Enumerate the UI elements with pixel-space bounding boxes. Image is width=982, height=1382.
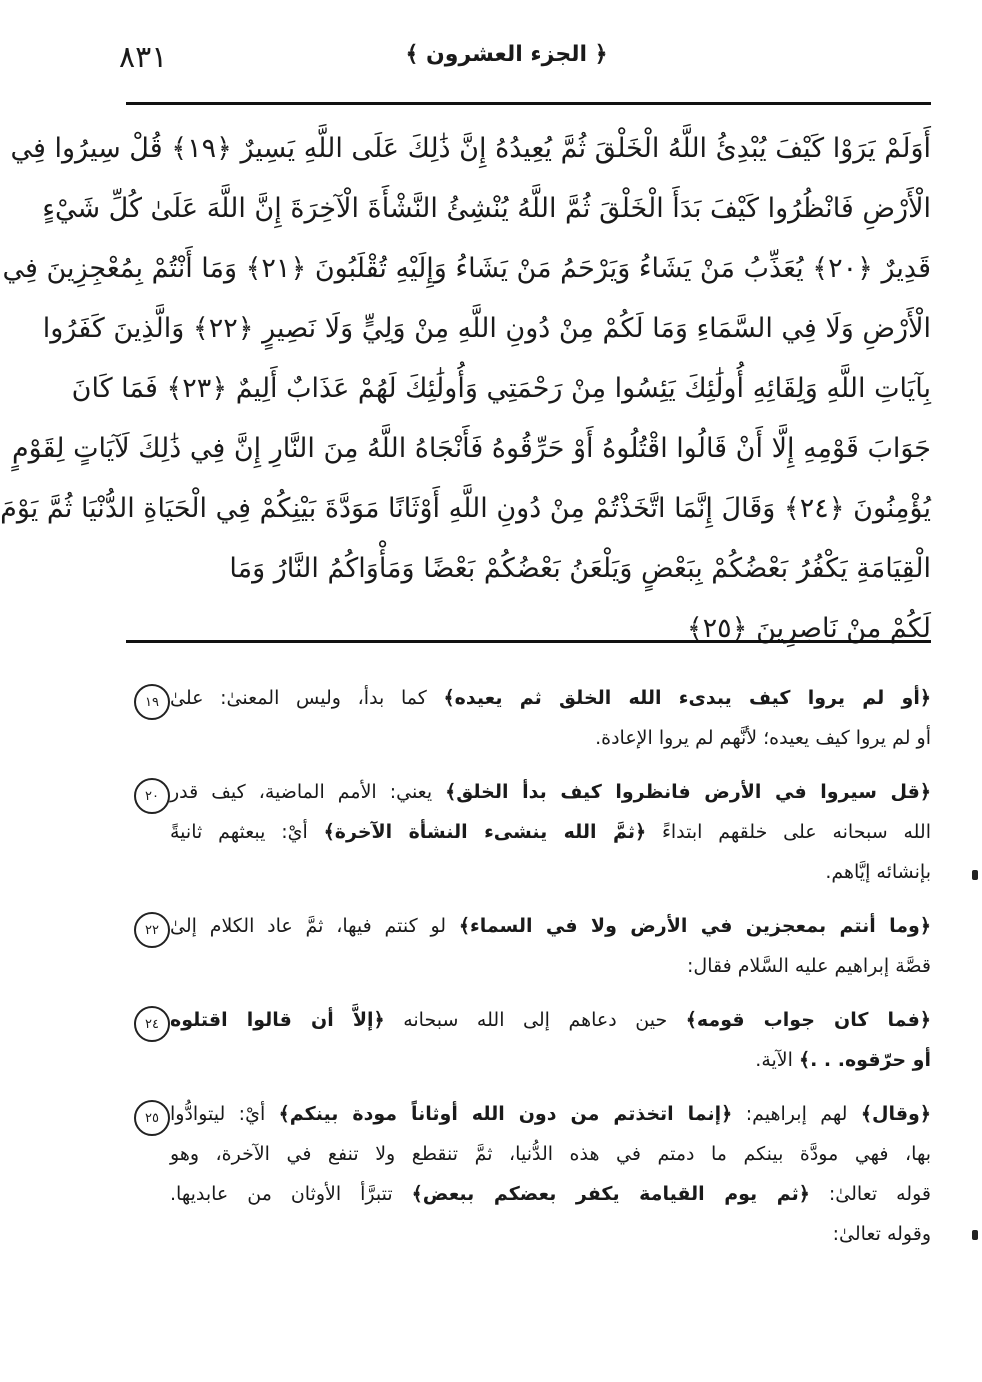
quran-text — [0, 118, 931, 658]
scan-edge-mark — [972, 870, 978, 880]
note-line: أو لم يروا كيف يعيده؛ لأنَّهم لم يروا الإعادة. — [595, 727, 931, 749]
quran-line: الْأَرْضِ وَلَا فِي السَّمَاءِ وَمَا لَكُمْ مِنْ دُونِ اللَّهِ مِنْ وَلِيٍّ وَلَا نَصِيرٍ ﴿٢٢﴾ وَالَّذِينَ كَفَرُوا — [42, 312, 931, 344]
note-line: وقوله تعالىٰ: — [832, 1223, 931, 1245]
tafsir-note — [126, 772, 931, 892]
ayah-number-badge: ٢٤ — [134, 1006, 170, 1042]
section-rule — [126, 640, 931, 643]
note-line: قوله تعالىٰ: ﴿ثم يوم القيامة يكفر بعضكم ببعض﴾ تتبرَّأ الأوثان من عابديها. — [170, 1183, 931, 1205]
note-line: ﴿قل سيروا في الأرض فانظروا كيف بدأ الخلق﴾ يعني: الأمم الماضية، كيف قدر — [170, 781, 932, 803]
ayah-number-badge: ٢٥ — [134, 1100, 170, 1136]
ayah-number-badge: ٢٠ — [134, 778, 170, 814]
note-line: الله سبحانه على خلقهم ابتداءً ﴿ثمَّ الله ينشىء النشأة الآخرة﴾ أيْ: يبعثهم ثانيةً — [170, 821, 932, 843]
quran-line: جَوَابَ قَوْمِهِ إِلَّا أَنْ قَالُوا اقْتُلُوهُ أَوْ حَرِّقُوهُ فَأَنْجَاهُ اللَّهُ مِنَ النَّارِ إِنَّ فِي ذَٰلِكَ لَآيَاتٍ لِقَوْمٍ — [11, 432, 931, 464]
quran-line: الْأَرْضِ فَانْظُرُوا كَيْفَ بَدَأَ الْخَلْقَ ثُمَّ اللَّهُ يُنْشِئُ النَّشْأَةَ الْآخِرَةَ إِنَّ اللَّهَ عَلَىٰ كُلِّ شَيْءٍ — [42, 192, 931, 224]
quran-line: الْقِيَامَةِ يَكْفُرُ بَعْضُكُمْ بِبَعْضٍ وَيَلْعَنُ بَعْضُكُمْ بَعْضًا وَمَأْوَاكُمُ النَّارُ وَمَا — [229, 552, 931, 584]
tafsir-note — [126, 1094, 931, 1254]
note-line: ﴿فما كان جواب قومه﴾ حين دعاهم إلى الله سبحانه ﴿إلاَّ أن قالوا اقتلوه — [170, 1009, 931, 1031]
quran-line: بِآيَاتِ اللَّهِ وَلِقَائِهِ أُولَٰئِكَ يَئِسُوا مِنْ رَحْمَتِي وَأُولَٰئِكَ لَهُمْ عَذَابٌ أَلِيمٌ ﴿٢٣﴾ فَمَا كَانَ — [71, 372, 931, 404]
quran-line: قَدِيرٌ ﴿٢٠﴾ يُعَذِّبُ مَنْ يَشَاءُ وَيَرْحَمُ مَنْ يَشَاءُ وَإِلَيْهِ تُقْلَبُونَ ﴿٢١﴾ وَمَا أَنْتُمْ بِمُعْجِزِينَ فِي — [2, 252, 931, 284]
juz-title: ﴿ الجزء العشرون ﴾ — [405, 42, 608, 67]
quran-line: يُؤْمِنُونَ ﴿٢٤﴾ وَقَالَ إِنَّمَا اتَّخَذْتُمْ مِنْ دُونِ اللَّهِ أَوْثَانًا مَوَدَّةَ بَيْنِكُمْ فِي الْحَيَاةِ الدُّنْيَا ثُمَّ يَوْمَ — [0, 492, 931, 524]
quran-line: أَوَلَمْ يَرَوْا كَيْفَ يُبْدِئُ اللَّهُ الْخَلْقَ ثُمَّ يُعِيدُهُ إِنَّ ذَٰلِكَ عَلَى اللَّهِ يَسِيرٌ ﴿١٩﴾ قُلْ سِيرُوا فِي — [10, 132, 931, 164]
scan-edge-mark — [972, 1230, 978, 1240]
note-line: ﴿وقال﴾ لهم إبراهيم: ﴿إنما اتخذتم من دون الله أوثاناً مودة بينكم﴾ أيْ: ليتوادُّوا — [170, 1103, 931, 1125]
note-line: ﴿وما أنتم بمعجزين في الأرض ولا في السماء﴾ لو كنتم فيها، ثمَّ عاد الكلام إلىٰ — [170, 915, 931, 937]
ayah-number-badge: ١٩ — [134, 684, 170, 720]
header-rule — [126, 102, 931, 105]
note-line: بها، فهي مودَّة بينكم ما دمتم في هذه الدُّنيا، ثمَّ تنقطع ولا تنفع في الآخرة، وهو — [170, 1143, 931, 1165]
note-line: أو حرّقوه. . .﴾ الآية. — [755, 1049, 931, 1071]
page-number: ٨٣١ — [119, 40, 168, 75]
note-line: ﴿أو لم يروا كيف يبدىء الله الخلق ثم يعيده﴾ كما بدأ، وليس المعنىٰ: علىٰ — [170, 687, 932, 709]
tafsir-note — [126, 1000, 931, 1080]
tafsir-note — [126, 678, 931, 758]
quran-line: لَكُمْ مِنْ نَاصِرِينَ ﴿٢٥﴾ — [686, 612, 931, 644]
note-line: قصَّة إبراهيم عليه السَّلام فقال: — [687, 955, 931, 977]
tafsir-notes — [126, 678, 931, 1268]
note-line: بإنشائه إيَّاهم. — [825, 861, 931, 883]
tafsir-note — [126, 906, 931, 986]
ayah-number-badge: ٢٢ — [134, 912, 170, 948]
